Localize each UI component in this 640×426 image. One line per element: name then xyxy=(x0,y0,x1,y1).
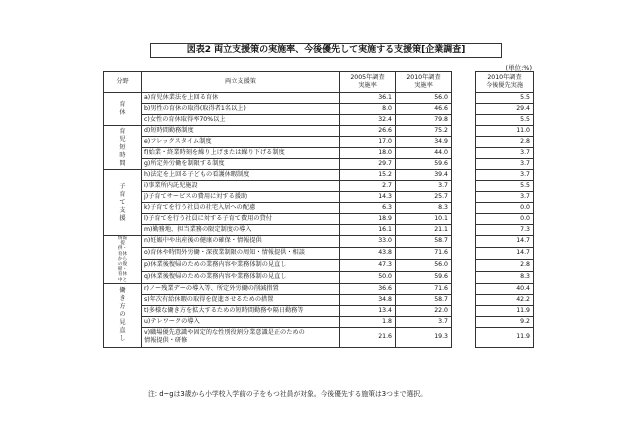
value-priority: 0.0 xyxy=(476,203,534,214)
value-2010: 46.6 xyxy=(396,104,452,115)
value-2005: 21.6 xyxy=(340,327,396,347)
value-2005: 29.7 xyxy=(340,159,396,170)
value-priority: 29.4 xyxy=(476,104,534,115)
category-cell xyxy=(104,93,142,126)
measure-line1: v)職場優先意識や固定的な性別役割分業意識是正のための xyxy=(144,329,305,337)
value-priority: 5.5 xyxy=(476,115,534,126)
header-priority-line2: 今後優先実施 xyxy=(485,82,524,89)
table-row xyxy=(104,148,534,159)
table-row xyxy=(104,126,534,137)
measure-cell: g)所定外労働を制限する制度 xyxy=(142,159,340,170)
measure-cell: d)短時間勤務制度 xyxy=(142,126,340,137)
table-row xyxy=(104,170,534,181)
value-priority: 40.4 xyxy=(476,283,534,294)
value-2005: 13.4 xyxy=(340,305,396,316)
value-2010: 75.2 xyxy=(396,126,452,137)
value-priority: 8.3 xyxy=(476,271,534,283)
value-2010: 56.0 xyxy=(396,93,452,104)
table-row xyxy=(104,159,534,170)
header-2010 xyxy=(396,72,452,93)
header-measure: 両立支援策 xyxy=(142,72,340,93)
unit-label: (単位:%) xyxy=(505,64,532,72)
value-2005: 43.8 xyxy=(340,247,396,259)
value-priority: 3.7 xyxy=(476,148,534,159)
value-2005: 47.3 xyxy=(340,259,396,271)
header-2005 xyxy=(340,72,396,93)
table-row xyxy=(104,225,534,236)
measure-cell: j)子育てサービスの費用に対する援助 xyxy=(142,192,340,203)
measure-cell: n)妊娠中や出産後の健康の確保・情報提供 xyxy=(142,236,340,248)
value-priority: 14.7 xyxy=(476,236,534,248)
value-2010: 58.7 xyxy=(396,236,452,248)
table-row xyxy=(104,203,534,214)
value-2005: 16.1 xyxy=(340,225,396,236)
value-2010: 56.0 xyxy=(396,259,452,271)
measure-cell: f)始業・終業時刻を繰り上げまたは繰り下げる制度 xyxy=(142,148,340,159)
table-row xyxy=(104,305,534,316)
value-2005: 33.0 xyxy=(340,236,396,248)
value-2010: 71.6 xyxy=(396,283,452,294)
header-priority-line1: 2010年調査 xyxy=(487,74,522,81)
value-priority: 0.0 xyxy=(476,214,534,225)
value-2010: 10.1 xyxy=(396,214,452,225)
value-2010: 58.7 xyxy=(396,294,452,305)
value-priority: 2.8 xyxy=(476,137,534,148)
measure-cell: m)勤務地、担当業務の限定制度の導入 xyxy=(142,225,340,236)
header-2010-line2: 実施率 xyxy=(414,82,433,89)
value-priority: 42.2 xyxy=(476,294,534,305)
value-2005: 14.3 xyxy=(340,192,396,203)
measure-cell: u)テレワークの導入 xyxy=(142,316,340,327)
table-row xyxy=(104,214,534,225)
table-row xyxy=(104,93,534,104)
value-priority: 11.0 xyxy=(476,126,534,137)
table-header-row xyxy=(104,72,534,93)
table-row xyxy=(104,192,534,203)
measure-cell: l)子育てを行う社員に対する子育て費用の貸付 xyxy=(142,214,340,225)
measure-cell: r)ノー残業デーの導入等、所定外労働の削減措置 xyxy=(142,283,340,294)
category-label: 働き方の見直し xyxy=(119,287,126,343)
value-2010: 34.9 xyxy=(396,137,452,148)
value-2010: 3.7 xyxy=(396,316,452,327)
measure-cell: o)育休や時間外労働・深夜業制限の周知・情報提供・相談 xyxy=(142,247,340,259)
table-row xyxy=(104,316,534,327)
measure-cell: b)男性の育休の取得(取得者1名以上) xyxy=(142,104,340,115)
value-2010: 19.3 xyxy=(396,327,452,347)
category-cell xyxy=(104,236,142,284)
table-row xyxy=(104,283,534,294)
category-cell xyxy=(104,126,142,170)
value-2005: 36.1 xyxy=(340,93,396,104)
header-2005-line1: 2005年調査 xyxy=(350,74,385,81)
header-priority xyxy=(476,72,534,93)
value-priority: 11.9 xyxy=(476,327,534,347)
value-priority: 3.7 xyxy=(476,170,534,181)
value-2005: 50.0 xyxy=(340,271,396,283)
value-priority: 9.2 xyxy=(476,316,534,327)
value-2010: 39.4 xyxy=(396,170,452,181)
value-2005: 18.0 xyxy=(340,148,396,159)
value-2005: 8.0 xyxy=(340,104,396,115)
value-priority: 5.5 xyxy=(476,93,534,104)
category-label: 情報提供・育休からの復帰・育休中と xyxy=(117,236,128,283)
support-measures-table xyxy=(103,71,534,348)
table-row xyxy=(104,259,534,271)
value-2010: 79.8 xyxy=(396,115,452,126)
value-2010: 21.1 xyxy=(396,225,452,236)
value-2005: 26.6 xyxy=(340,126,396,137)
value-priority: 14.7 xyxy=(476,247,534,259)
table-row xyxy=(104,327,534,347)
value-2010: 25.7 xyxy=(396,192,452,203)
header-category: 分野 xyxy=(104,72,142,93)
category-cell xyxy=(104,170,142,236)
measure-cell: s)年次有給休暇の取得を促進させるための措置 xyxy=(142,294,340,305)
value-2010: 3.7 xyxy=(396,181,452,192)
value-2005: 36.6 xyxy=(340,283,396,294)
value-priority: 11.9 xyxy=(476,305,534,316)
value-2010: 8.3 xyxy=(396,203,452,214)
category-label: 育児短時間 xyxy=(119,127,126,167)
value-2010: 71.6 xyxy=(396,247,452,259)
measure-cell: h)法定を上回る子どもの看護休暇制度 xyxy=(142,170,340,181)
table-row xyxy=(104,294,534,305)
value-2005: 6.3 xyxy=(340,203,396,214)
value-priority: 7.3 xyxy=(476,225,534,236)
measure-cell: a)育児休業法を上回る育休 xyxy=(142,93,340,104)
footnote: 注: d~gは3歳から小学校入学前の子をもつ社員が対象。今後優先する施策は3つまで選択。 xyxy=(148,390,427,398)
measure-line2: 情報提供・研修 xyxy=(144,337,188,345)
value-2005: 1.8 xyxy=(340,316,396,327)
value-2005: 18.9 xyxy=(340,214,396,225)
value-priority: 5.5 xyxy=(476,181,534,192)
value-2010: 44.0 xyxy=(396,148,452,159)
measure-cell: e)フレックスタイム制度 xyxy=(142,137,340,148)
value-2010: 59.6 xyxy=(396,159,452,170)
table-row xyxy=(104,181,534,192)
table-row xyxy=(104,137,534,148)
header-2005-line2: 実施率 xyxy=(358,82,377,89)
column-gap xyxy=(452,72,476,93)
measure-cell: k)子育てを行う社員の社宅入居への配慮 xyxy=(142,203,340,214)
value-2005: 17.0 xyxy=(340,137,396,148)
page-title: 図表2 両立支援策の実施率、今後優先して実施する支援策[企業調査] xyxy=(150,43,502,58)
category-label: 育休 xyxy=(119,101,126,116)
header-2010-line1: 2010年調査 xyxy=(406,74,441,81)
value-2005: 32.4 xyxy=(340,115,396,126)
table-row xyxy=(104,247,534,259)
value-2005: 2.7 xyxy=(340,181,396,192)
value-2010: 22.0 xyxy=(396,305,452,316)
value-2005: 15.2 xyxy=(340,170,396,181)
value-2010: 59.6 xyxy=(396,271,452,283)
measure-cell xyxy=(142,327,340,347)
measure-cell: t)多様な働き方を拡大するための短時間勤務や隔日勤務等 xyxy=(142,305,340,316)
value-priority: 2.8 xyxy=(476,259,534,271)
table-row xyxy=(104,104,534,115)
measure-cell: p)休業後復帰のための業務内容や業務体制の見直し xyxy=(142,259,340,271)
measure-cell: c)女性の育休取得率70%以上 xyxy=(142,115,340,126)
value-priority: 3.7 xyxy=(476,192,534,203)
measure-cell: q)休業後復帰のための業務内容や業務体制の見直し xyxy=(142,271,340,283)
table-row xyxy=(104,115,534,126)
table-row xyxy=(104,271,534,283)
measure-cell: i)事業所内託児施設 xyxy=(142,181,340,192)
value-2005: 34.8 xyxy=(340,294,396,305)
value-priority: 3.7 xyxy=(476,159,534,170)
category-cell xyxy=(104,283,142,347)
category-label: 子育て支援 xyxy=(119,182,126,222)
table-row xyxy=(104,236,534,248)
